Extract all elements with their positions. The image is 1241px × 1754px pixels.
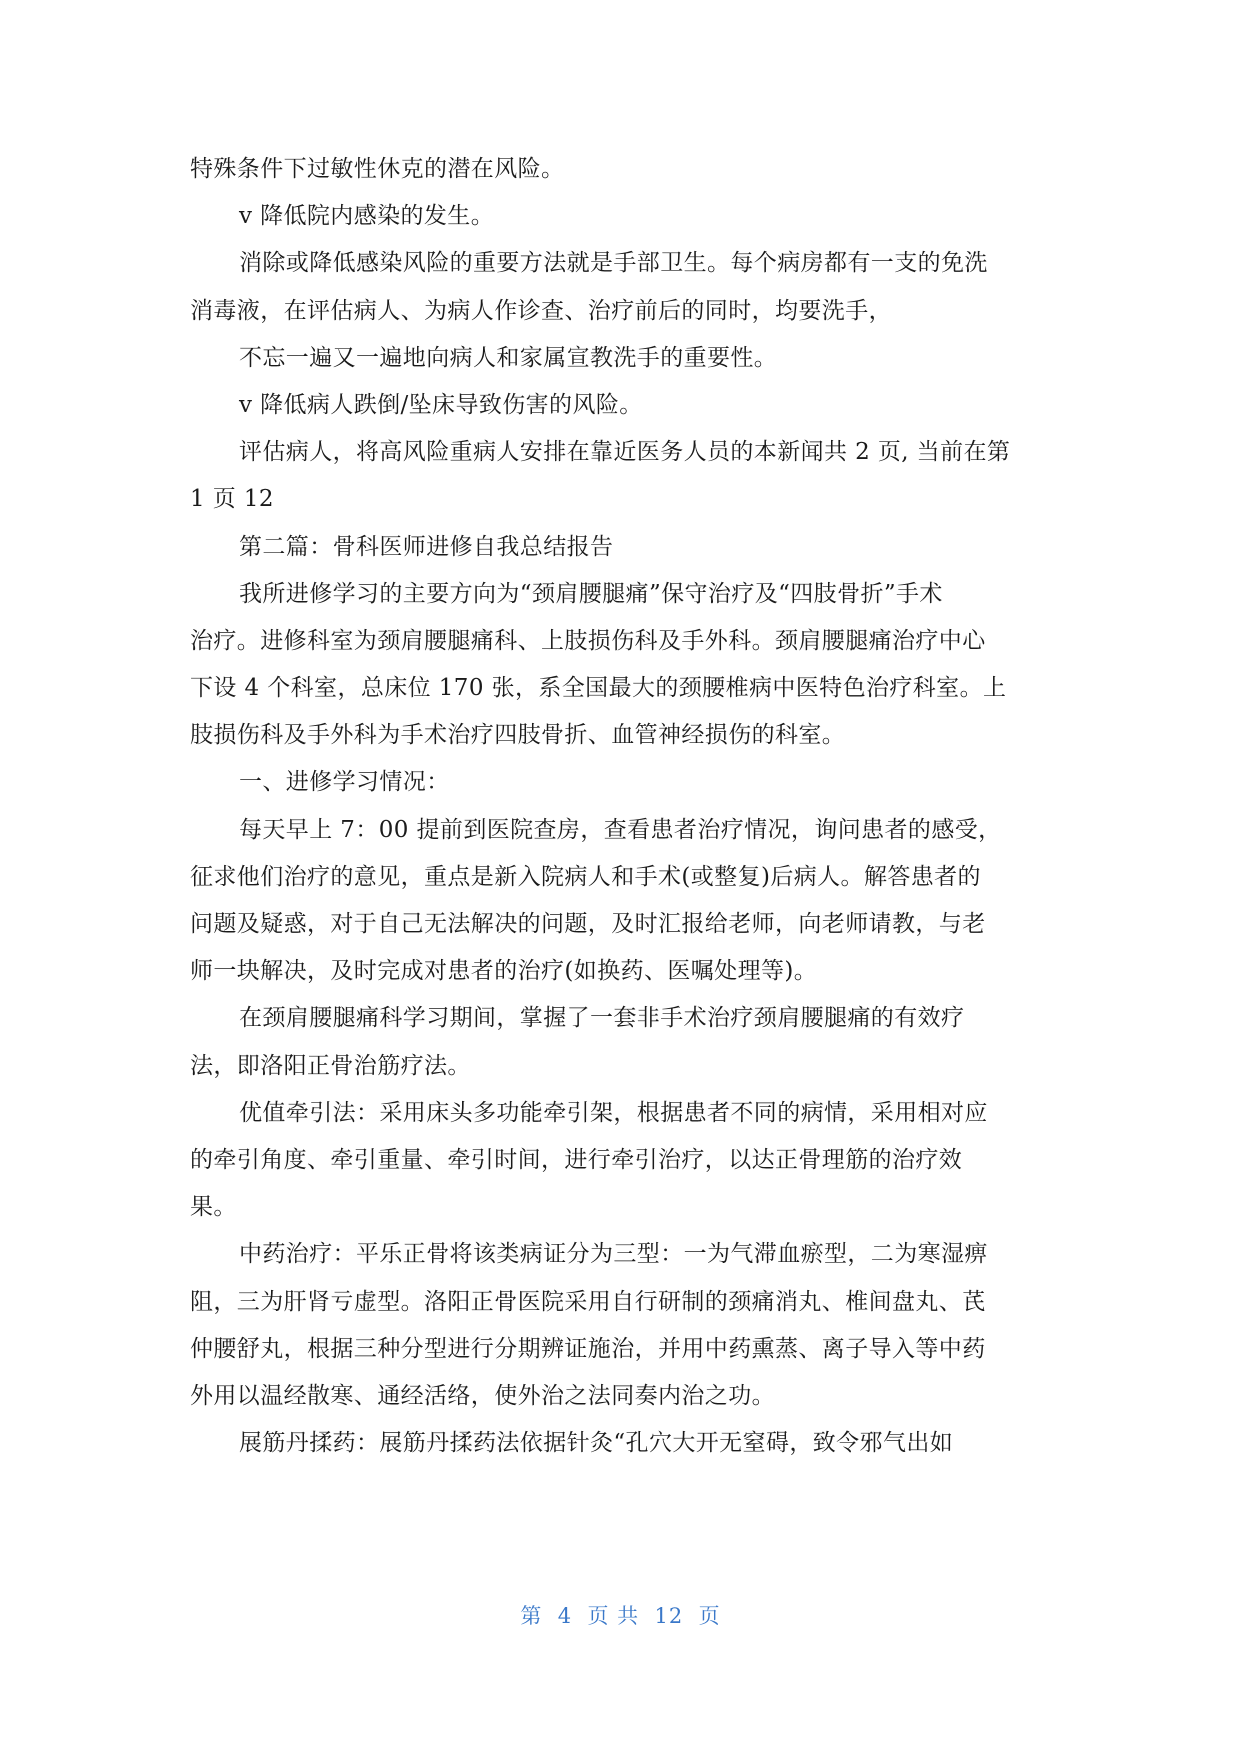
text-line: 在颈肩腰腿痛科学习期间，掌握了一套非手术治疗颈肩腰腿痛的有效疗	[239, 1005, 965, 1032]
text-line: 评估病人，将高风险重病人安排在靠近医务人员的本新闻共 2 页, 当前在第	[239, 439, 1011, 466]
text-line: 外用以温经散寒、通经活络，使外治之法同奏内治之功。	[190, 1382, 775, 1409]
text-line: 每天早上 7：00 提前到医院查房，查看患者治疗情况，询问患者的感受，	[239, 816, 1002, 843]
text-line: 我所进修学习的主要方向为“颈肩腰腿痛”保守治疗及“四肢骨折”手术	[239, 580, 943, 607]
text-line: v 降低院内感染的发生。	[239, 203, 495, 230]
text-line: v 降低病人跌倒/坠床导致伤害的风险。	[239, 391, 643, 418]
text-line: 肢损伤科及手外科为手术治疗四肢骨折、血管神经损伤的科室。	[190, 722, 846, 749]
text-line: 师一块解决，及时完成对患者的治疗(如换药、医嘱处理等)。	[190, 958, 818, 985]
text-line: 特殊条件下过敏性休克的潜在风险。	[190, 156, 565, 182]
text-line: 下设 4 个科室，总床位 170 张，系全国最大的颈腰椎病中医特色治疗科室。上	[190, 675, 1007, 702]
text-line: 治疗。进修科室为颈肩腰腿痛科、上肢损伤科及手外科。颈肩腰腿痛治疗中心	[190, 627, 986, 654]
text-line: 仲腰舒丸，根据三种分型进行分期辨证施治，并用中药熏蒸、离子导入等中药	[190, 1335, 986, 1362]
text-line: 法，即洛阳正骨治筋疗法。	[190, 1052, 471, 1079]
text-line: 征求他们治疗的意见，重点是新入院病人和手术(或整复)后病人。解答患者的	[190, 863, 981, 890]
section-heading: 第二篇：骨科医师进修自我总结报告	[239, 533, 614, 560]
text-line: 的牵引角度、牵引重量、牵引时间，进行牵引治疗，以达正骨理筋的治疗效	[190, 1146, 963, 1173]
document-body	[190, 154, 1056, 1475]
text-line: 优值牵引法：采用床头多功能牵引架，根据患者不同的病情，采用相对应	[239, 1099, 988, 1126]
text-line: 消毒液，在评估病人、为病人作诊查、治疗前后的同时，均要洗手，	[190, 297, 892, 324]
text-line: 阻，三为肝肾亏虚型。洛阳正骨医院采用自行研制的颈痛消丸、椎间盘丸、芪	[190, 1288, 986, 1315]
text-line: 不忘一遍又一遍地向病人和家属宣教洗手的重要性。	[239, 344, 778, 371]
subsection-heading: 一、进修学习情况：	[239, 769, 450, 796]
text-line: 展筋丹揉药：展筋丹揉药法依据针灸“孔穴大开无窒碍，致令邪气出如	[239, 1430, 954, 1457]
text-line: 果。	[190, 1194, 237, 1221]
page-number-footer: 第 4 页 共 12 页	[520, 1604, 721, 1628]
text-line: 1 页 12	[190, 486, 274, 513]
text-line: 消除或降低感染风险的重要方法就是手部卫生。每个病房都有一支的免洗	[239, 250, 988, 277]
text-line: 中药治疗：平乐正骨将该类病证分为三型：一为气滞血瘀型，二为寒湿痹	[239, 1241, 988, 1268]
text-line: 问题及疑惑，对于自己无法解决的问题，及时汇报给老师，向老师请教，与老	[190, 911, 986, 937]
